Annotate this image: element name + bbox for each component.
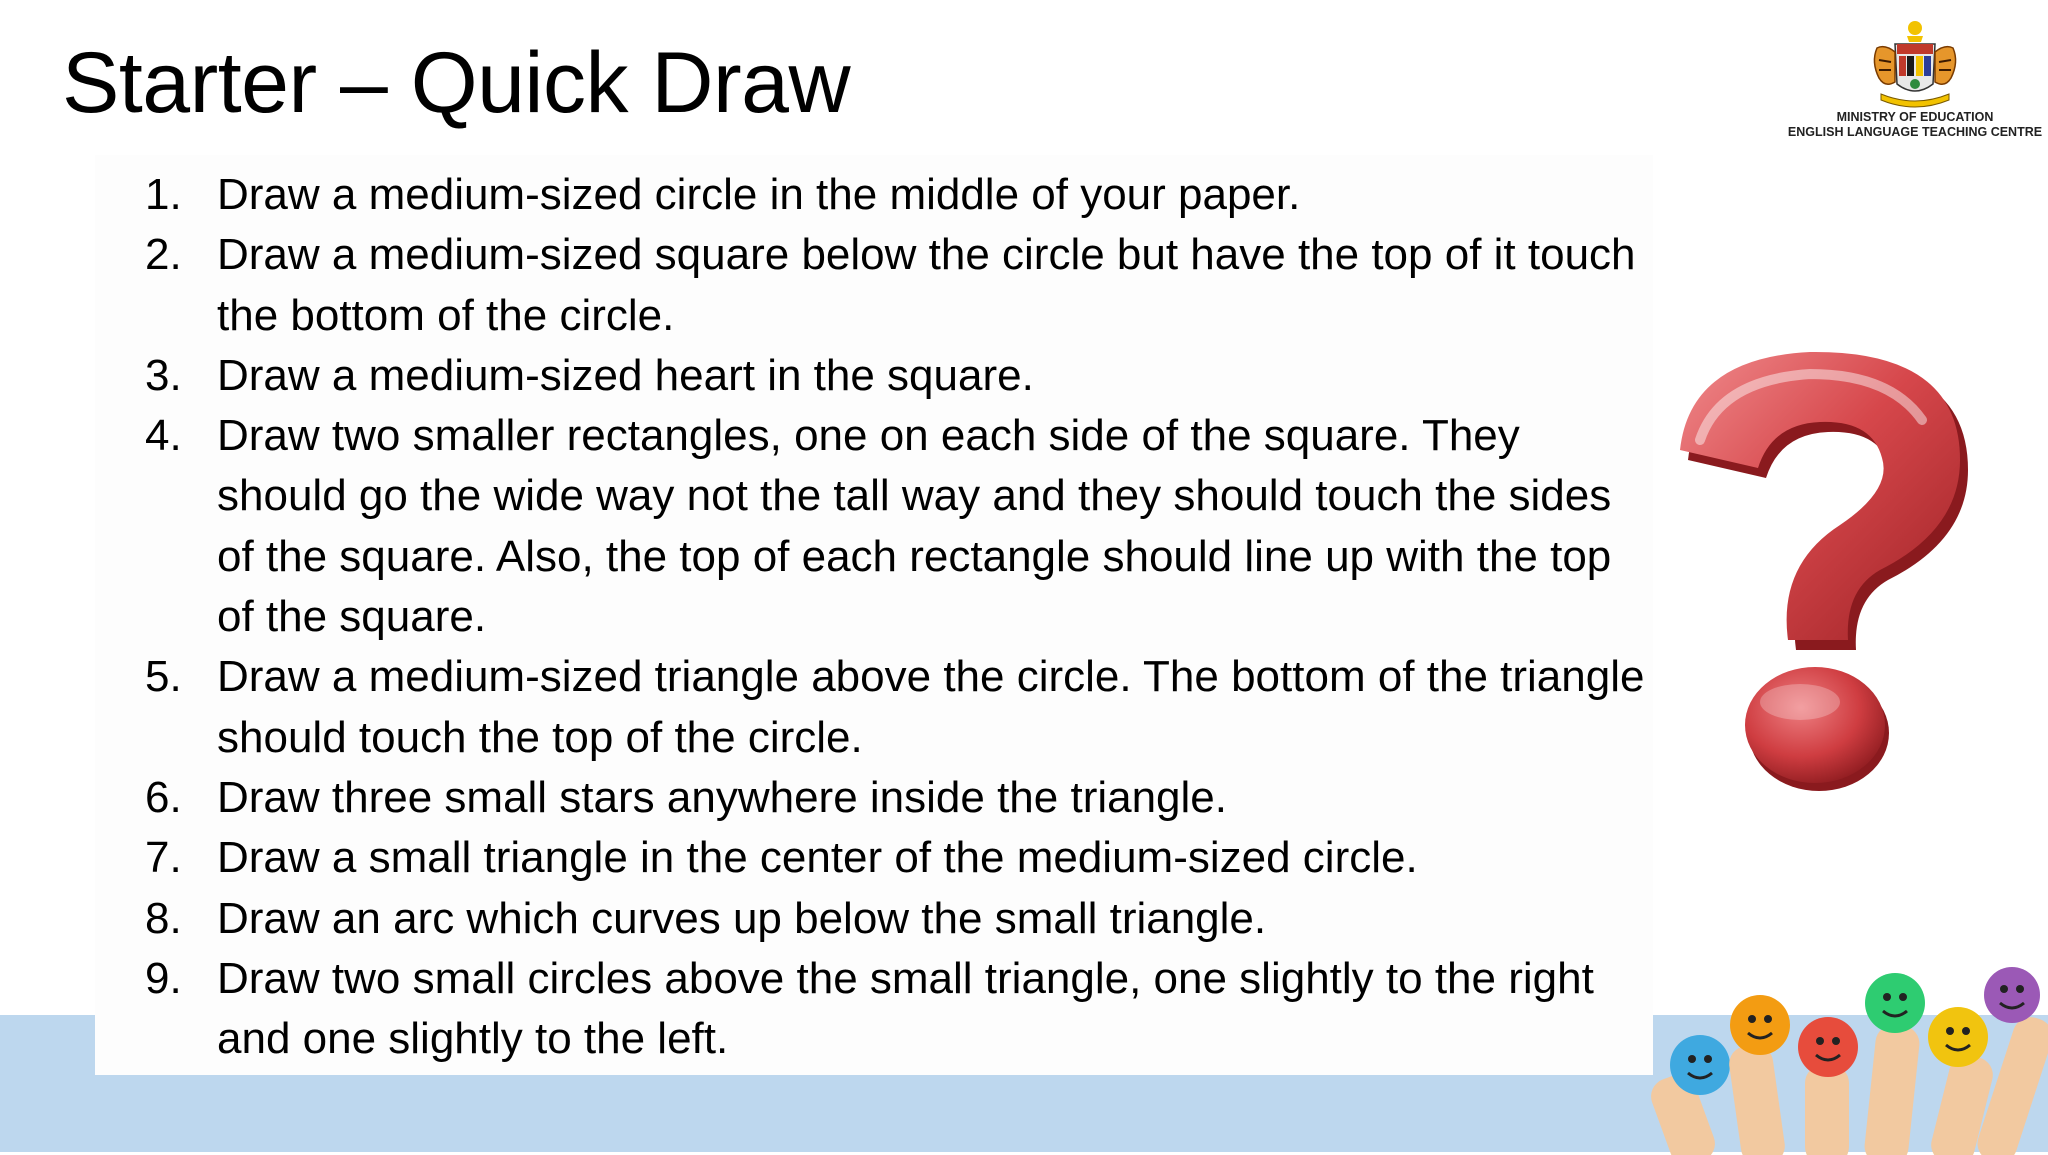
item-text: Draw a medium-sized square below the circle but have the top of it touch the bottom of the circle. <box>217 230 1636 340</box>
item-text: Draw a medium-sized triangle above the circle. The bottom of the triangle should touch the top of the circle. <box>217 652 1645 762</box>
item-text: Draw two small circles above the small triangle, one slightly to the right and one slightly to the left. <box>217 953 1594 1064</box>
item-text: Draw a small triangle in the center of the medium-sized circle. <box>217 833 1418 883</box>
logo-line-2: ENGLISH LANGUAGE TEACHING CENTRE <box>1787 125 2043 139</box>
item-number: 8. <box>145 893 182 943</box>
crest-icon <box>1855 18 1975 110</box>
item-text: Draw two smaller rectangles, one on each side of the square. They should go the wide way not the tall way and they should touch the sides of the square. Also, the top of each rectangle should line up with the top of the square. <box>217 411 1612 642</box>
slide-title: Starter – Quick Draw <box>62 35 851 131</box>
list-item <box>145 949 1655 1070</box>
list-item <box>145 828 1655 888</box>
item-number: 7. <box>145 833 182 883</box>
item-text: Draw an arc which curves up below the small triangle. <box>217 893 1267 943</box>
item-number: 2. <box>145 230 182 280</box>
logo-line-1: MINISTRY OF EDUCATION <box>1836 110 1994 124</box>
list-item <box>145 768 1655 828</box>
list-item <box>145 346 1655 406</box>
item-number: 3. <box>145 350 182 400</box>
instructions-panel <box>95 155 1653 1075</box>
painted-hands-image <box>1640 955 2048 1155</box>
item-number: 6. <box>145 772 182 822</box>
item-number: 1. <box>145 170 182 219</box>
question-mark-icon <box>1660 340 1980 810</box>
list-item <box>145 406 1655 647</box>
list-item <box>145 165 1655 225</box>
item-text: Draw three small stars anywhere inside the triangle. <box>217 772 1228 822</box>
instructions-list <box>145 165 1655 1069</box>
list-item <box>145 647 1655 768</box>
item-number: 9. <box>145 953 182 1003</box>
item-text: Draw a medium-sized circle in the middle of your paper. <box>217 170 1301 219</box>
item-number: 5. <box>145 652 182 702</box>
item-number: 4. <box>145 411 182 461</box>
list-item <box>145 225 1655 346</box>
ministry-logo <box>1780 18 2048 158</box>
item-text: Draw a medium-sized heart in the square. <box>217 350 1034 400</box>
list-item <box>145 889 1655 949</box>
